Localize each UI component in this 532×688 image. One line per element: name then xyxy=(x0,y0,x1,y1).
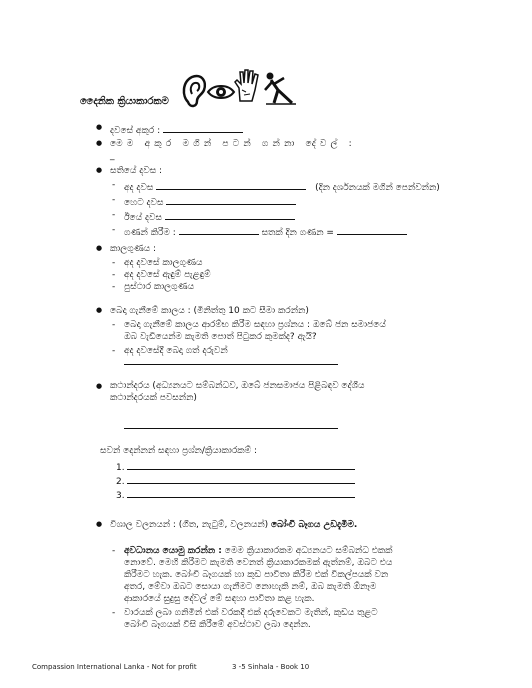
question-3: 3. xyxy=(116,488,355,501)
weather: ● කාලගුණය : xyxy=(110,244,156,254)
yesterday: - ඊයේ දවස xyxy=(124,210,295,223)
stretching-person-icon xyxy=(262,70,298,106)
hand-icon xyxy=(234,68,260,102)
day-of-week: ● සතියේ දවස : xyxy=(110,166,162,176)
letter-words: ● මෙම අකුර මගින් පටන් ගන්නා දේවල් : xyxy=(110,139,356,149)
tomorrow: - හෙට දවස xyxy=(124,195,296,208)
counting: - ගණන් කිරීම : සතක් දින ගණන = xyxy=(124,225,407,238)
footer-left: Compassion International Lanka - Not for profit xyxy=(32,663,197,671)
page-title: දෛනික ක්‍රියාකාරකම xyxy=(80,96,169,107)
letter-of-day: ● දවසේ අකුර : xyxy=(110,123,243,136)
footer-right: 3 -5 Sinhala - Book 10 xyxy=(232,663,310,671)
attention-note-line: කිරීමට හැක. බෝංචි බෑගයක් හා කුඩ පාවිතා කිරීම එක් විකල්පයක් වන xyxy=(124,570,389,580)
sharing-question: - බෙදා ගැනීමේ කාලය ආරම්භ කිරීම සඳහා ප්‍රශ්නය : ඔබේ ජන සමාජයේ xyxy=(124,320,386,330)
attention-note-line: අතර, මේවා ඔබට සොයා ගැනීමට නොහැකි නම්, ඔබ කැමති ඕනෑම xyxy=(124,582,377,592)
letter-words-continued: _ xyxy=(110,151,115,161)
weather-item: - අද දවසේ ඇඳුම් පැළඳුම් xyxy=(124,270,211,280)
attention-note-line: නොවේ. මෙහි කිරීමට කැමති වෙනත් ක්‍රියාකාරකමක් ඇත්නම්, ඔබට එය xyxy=(124,558,393,568)
turn-taking-note-line: බෝංචි බෑගයක් විසි කිරීමේ අවස්ථාව ලබා දෙන්න. xyxy=(124,620,311,630)
attention-note-line: ආකාරයේ සුදුසු දේවල් මේ සඳහා පාවිතා කළ හැක. xyxy=(124,594,315,604)
questions-title: සවන් දෙන්නන් සඳහා ප්‍රශ්න/ක්‍රියාකාරකම් : xyxy=(100,446,257,456)
sharing-children: - අද දවසේදී බෙදා ගත් දරුවන් xyxy=(124,346,228,356)
story: ● කථාන්දරය (අධ්‍යනයට සම්බන්ධව, ඔබේ ජනසමාජය පිළිබඳව දේශීය කථාන්දරයක් පවසන්න) xyxy=(110,380,410,404)
answer-line xyxy=(124,428,338,429)
turn-taking-note: - වාරයක් ලබා ගනිමින් එක් වරකදී එක් දරුවෙකට මැතින්, කුඩය තුළට xyxy=(124,608,378,618)
attention-note: - අවධානය යොමු කරන්න : මෙම ක්‍රියාකාරකම අධ්‍යනයට සම්බන්ධ එකක් xyxy=(124,546,392,556)
weather-item: - අද දවසේ කාලගුණය xyxy=(124,258,202,268)
ear-icon xyxy=(180,72,208,110)
sharing-time: ● බෙදා ගැනීමේ කාලය : (මිනිත්තු 10 කට සීමා කරන්න) xyxy=(110,306,309,316)
weather-item: - පුස්ථාර කාලගුණය xyxy=(124,282,194,292)
answer-line xyxy=(124,364,338,365)
question-2: 2. xyxy=(116,474,355,487)
today: - අද දවස (දින දර්ශනයක් මගින් පෙන්වන්න) xyxy=(124,180,440,193)
eye-icon xyxy=(206,82,236,102)
activity: ● විශාල වලනයන් : (ගීත, නැටුම්, වලනයන්) බෝංචි බෑගය උඩදැමීම. xyxy=(110,520,357,530)
sharing-question-cont: ඔබ වැඩියෙන්ම කැමති පොත් පිටුකර කුමක්ද? ඇයි? xyxy=(124,332,317,342)
question-1: 1. xyxy=(116,460,355,473)
